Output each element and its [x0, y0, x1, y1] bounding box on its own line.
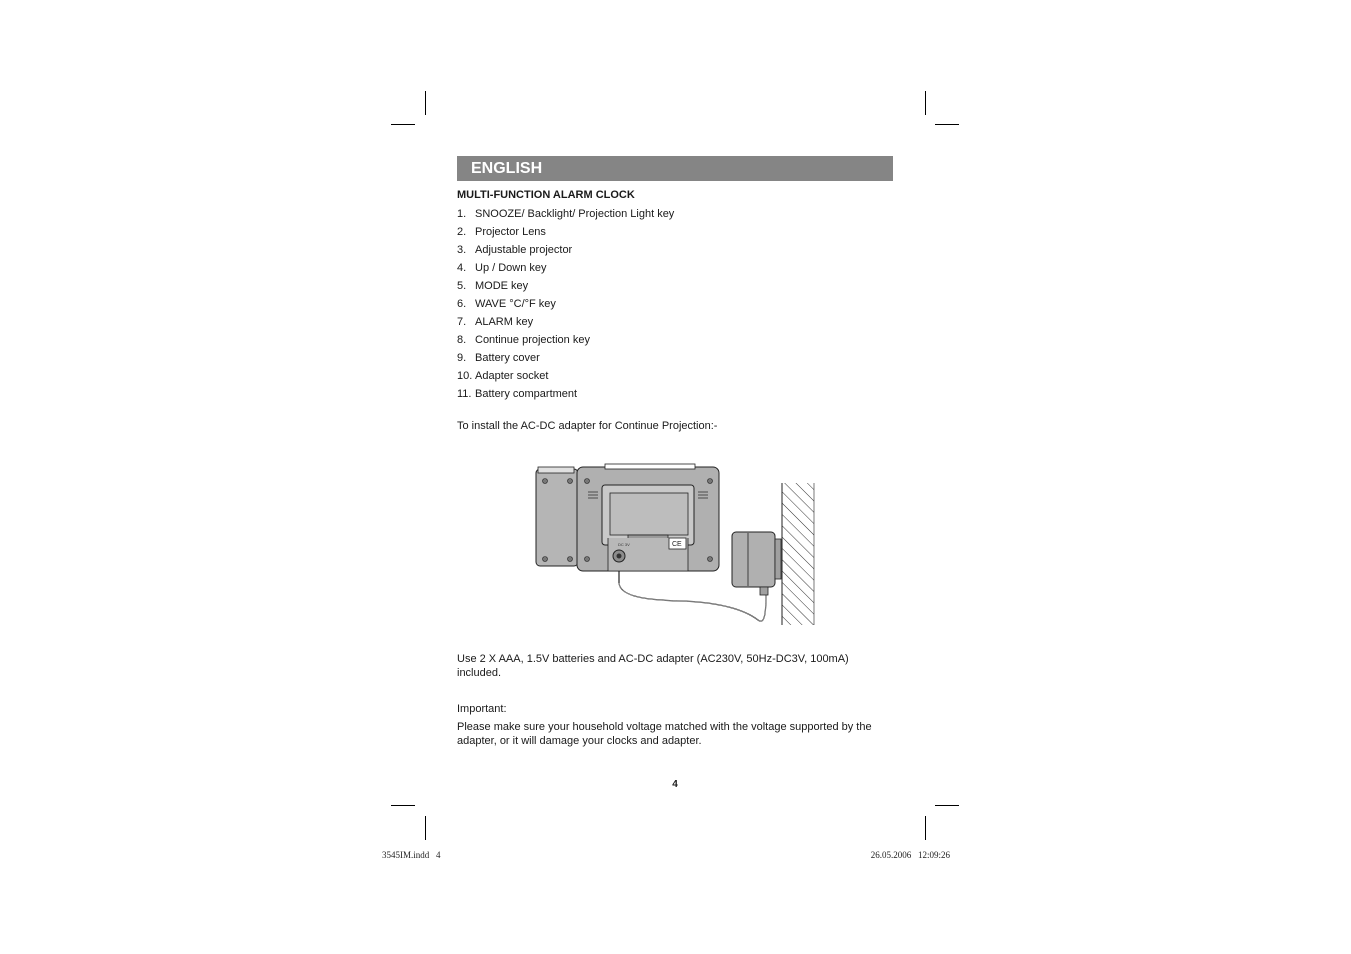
language-header: ENGLISH: [457, 156, 893, 181]
list-item: 3. Adjustable projector: [457, 244, 573, 256]
install-instruction: To install the AC-DC adapter for Continue Projection:-: [457, 420, 718, 432]
list-item: 4. Up / Down key: [457, 262, 547, 274]
crop-mark: [935, 805, 959, 806]
list-item: 10. Adapter socket: [457, 370, 549, 382]
svg-text:CE: CE: [672, 541, 682, 548]
list-item: 7. ALARM key: [457, 316, 534, 328]
crop-mark: [391, 124, 415, 125]
important-note: Please make sure your household voltage matched with the voltage supported by the adapter, or it will damage your clocks and adapter.: [457, 721, 872, 747]
list-item: 6. WAVE °C/°F key: [457, 298, 556, 310]
section-title: MULTI-FUNCTION ALARM CLOCK: [457, 189, 635, 201]
crop-mark: [925, 816, 926, 840]
crop-mark: [925, 91, 926, 115]
footer-file: 3545IM.indd 4: [382, 850, 441, 860]
list-item: 11. Battery compartment: [457, 388, 578, 400]
crop-mark: [391, 805, 415, 806]
crop-mark: [425, 91, 426, 115]
list-item: 2. Projector Lens: [457, 226, 546, 238]
parts-list: [457, 207, 674, 405]
page-number: 4: [672, 779, 678, 790]
list-item: 1. SNOOZE/ Backlight/ Projection Light key: [457, 208, 675, 220]
batteries-info: Use 2 X AAA, 1.5V batteries and AC-DC adapter (AC230V, 50Hz-DC3V, 100mA) included.: [457, 653, 849, 679]
important-label: Important:: [457, 703, 507, 715]
crop-mark: [935, 124, 959, 125]
footer-timestamp: 26.05.2006 12:09:26: [870, 850, 950, 860]
list-item: 5. MODE key: [457, 280, 529, 292]
socket-label: DC 3V: [618, 542, 630, 547]
adapter-installation-illustration: [530, 455, 830, 635]
crop-mark: [425, 816, 426, 840]
list-item: 9. Battery cover: [457, 352, 540, 364]
list-item: 8. Continue projection key: [457, 334, 590, 346]
